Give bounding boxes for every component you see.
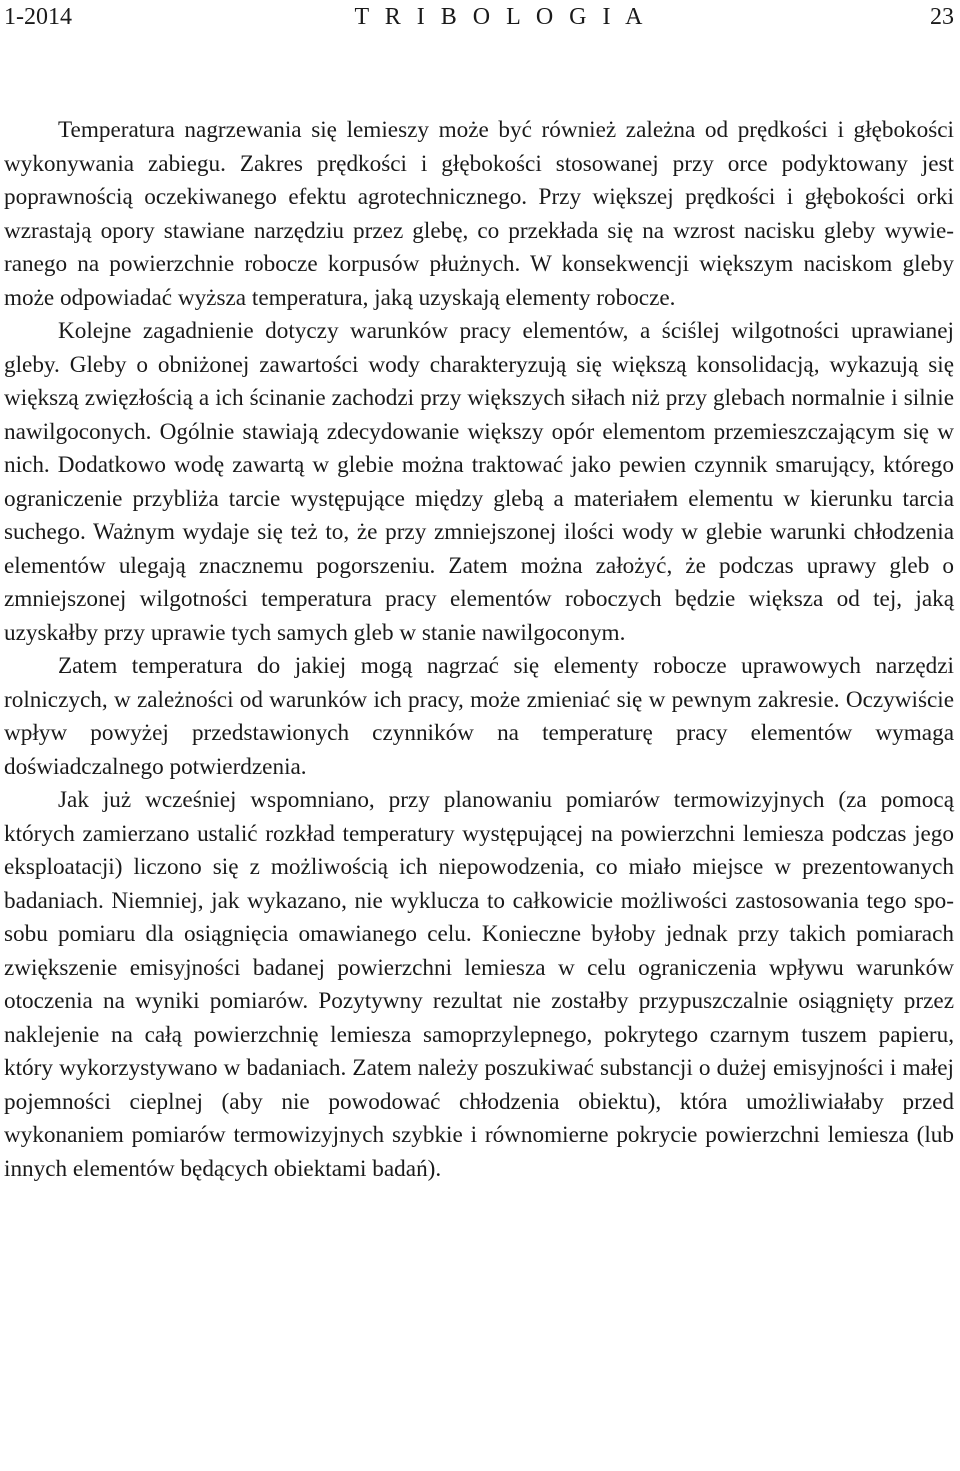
running-header — [4, 0, 954, 34]
journal-title: T R I B O L O G I A — [354, 4, 648, 30]
paragraph-4: Jak już wcześniej wspomniano, przy planowaniu pomiarów termowizyjnych (za pomocą których zamierzano ustalić rozkład temperatury występującej na powierzchni lemiesza podczas jego eksploatacji) liczono się z możliwością ich niepowodzenia, co miało miejsce w prezentowanych badaniach. Niemniej, jak wykazano, nie wyklucza to całkowicie możliwości zastosowania tego sposobu pomiaru dla osiągnięcia omawianego celu. Konieczne byłoby jednak przy takich pomiarach zwiększenie emisyjności badanej powierzchni lemiesza w celu ograniczenia wpływu warunków otoczenia na wyniki pomiarów. Pozytywny rezultat nie zostałby przypuszczalnie osiągnięty przez naklejenie na całą powierzchnię lemiesza samoprzylepnego, pokrytego czarnym tuszem papieru, który wykorzystywano w badaniach. Zatem należy poszukiwać substancji o dużej emisyjności i małej pojemności cieplnej (aby nie powodować chłodzenia obiektu), która umożliwiałaby przed wykonaniem pomiarów termowizyjnych szybkie i równomierne pokrycie powierzchni lemiesza (lub innych elementów będących obiektami badań). — [4, 787, 954, 1182]
issue-number: 1-2014 — [4, 4, 72, 30]
paragraph-1: Temperatura nagrzewania się lemieszy może być również zależna od prędkości i głębokości wykonywania zabiegu. Zakres prędkości i głębokości stosowanej przy orce podyktowany jest poprawnością oczekiwanego efektu agrotechnicznego. Przy większej prędkości i głębokości orki wzrastają opory stawiane narzędziu przez glebę, co przekłada się na wzrost nacisku gleby wywieranego na powierzchnie robocze korpusów płużnych. W konsekwencji większym naciskom gleby może odpowiadać wyższa temperatura, jaką uzyskają elementy robocze. — [4, 117, 954, 311]
paragraph-3: Zatem temperatura do jakiej mogą nagrzać się elementy robocze uprawowych narzędzi rolniczych, w zależności od warunków ich pracy, może zmieniać się w pewnym zakresie. Oczywiście wpływ powyżej przedstawionych czynników na temperaturę pracy elementów wymaga doświadczalnego potwierdzenia. — [4, 653, 954, 780]
page-number: 23 — [930, 4, 954, 30]
body-text — [4, 114, 954, 1186]
paragraph-2: Kolejne zagadnienie dotyczy warunków pracy elementów, a ściślej wilgotności uprawianej gleby. Gleby o obniżonej zawartości wody charakteryzują się większą konsolidacją, wykazują się większą zwięzłością a ich ścinanie zachodzi przy większych siłach niż przy glebach normalnie i silnie nawilgoconych. Ogólnie stawiają zdecydowanie większy opór elementom przemieszczającym się w nich. Dodatkowo wodę zawartą w glebie można traktować jako pewien czynnik smarujący, którego ograniczenie przybliża tarcie występujące między glebą a materiałem elementu w kierunku tarcia suchego. Ważnym wydaje się też to, że przy zmniejszonej ilości wody w glebie warunki chłodzenia elementów ulegają znacznemu pogorszeniu. Zatem można założyć, że podczas uprawy gleb o zmniejszonej wilgotności temperatura pracy elementów roboczych będzie większa od tej, jaką uzyskałby przy uprawie tych samych gleb w stanie nawilgoconym. — [4, 318, 954, 646]
